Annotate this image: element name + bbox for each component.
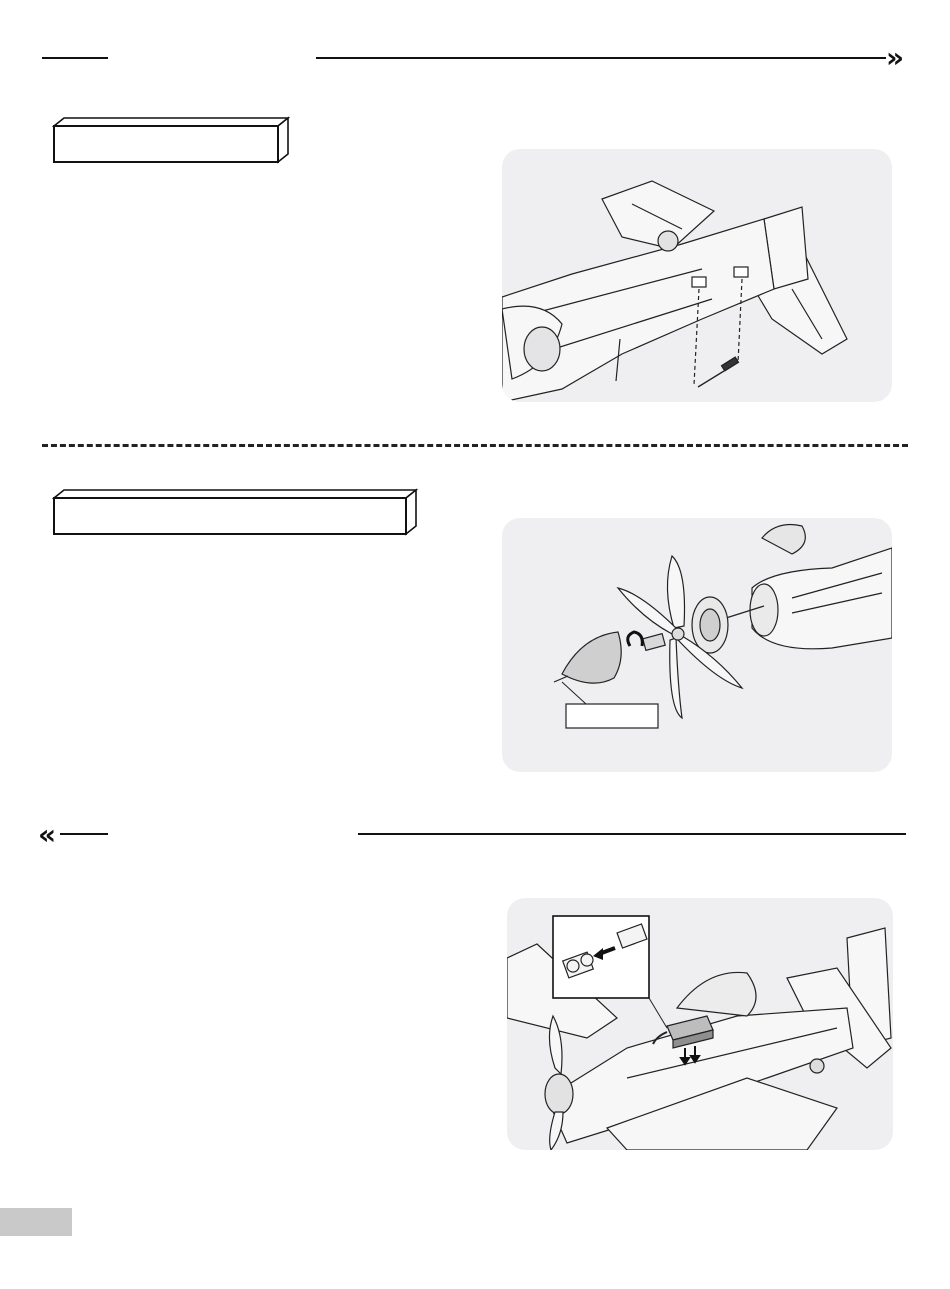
figure-propeller-installation [502, 518, 892, 772]
section-divider [42, 444, 908, 447]
landing-wheel [658, 231, 678, 251]
rotation-arrow-icon [628, 632, 643, 646]
chevron-right-icon: » [886, 41, 905, 74]
page-number-tab [0, 1208, 72, 1236]
step-title-box-2 [50, 488, 422, 538]
header-rule-left-segment [42, 57, 108, 59]
header-rule [316, 57, 886, 59]
step-title-box-1 [50, 116, 295, 168]
screwdriver-icon [698, 357, 738, 387]
figure-battery-connection [507, 898, 893, 1150]
figure-wing-installation [502, 149, 892, 402]
header-rule-2 [358, 833, 906, 835]
canopy [677, 972, 756, 1016]
spinner [545, 1074, 573, 1114]
spinner-cone [562, 632, 621, 683]
propeller-blade-top [667, 556, 684, 628]
chevron-left-icon: « [38, 818, 57, 851]
propeller-blade-bottom [670, 638, 682, 718]
header-rule-left-segment-2 [60, 833, 108, 835]
